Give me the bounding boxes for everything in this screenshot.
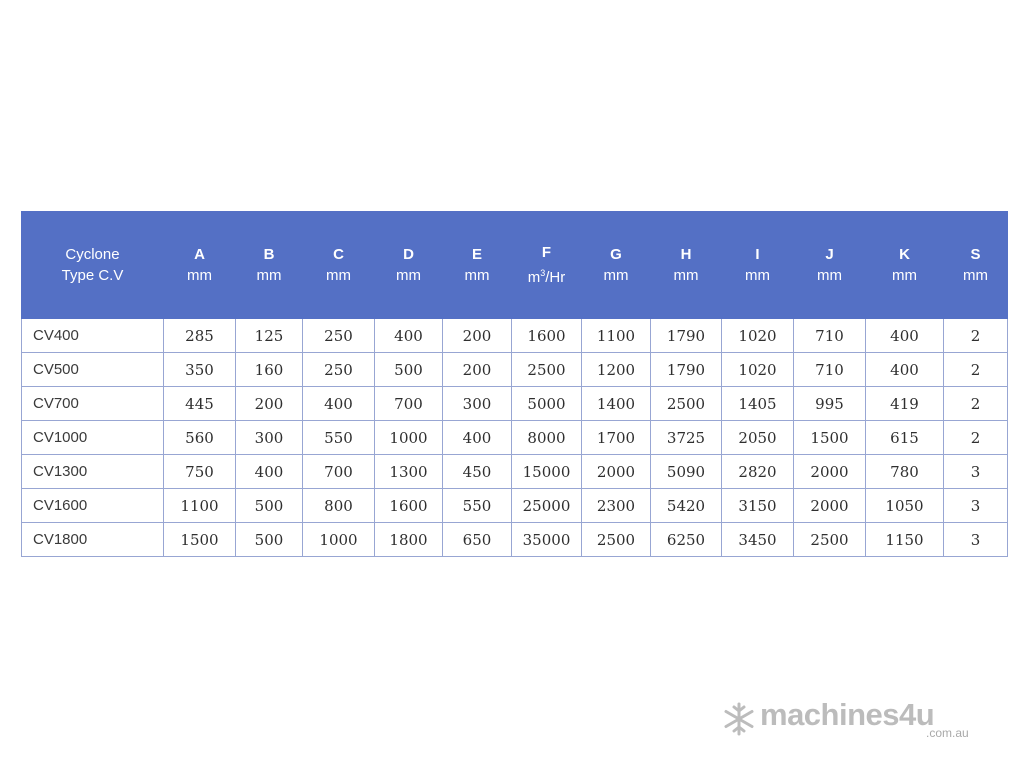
header-unit: mm <box>892 267 917 284</box>
value-cell: 700 <box>375 387 443 421</box>
value-cell: 300 <box>443 387 512 421</box>
value-cell: 2 <box>944 319 1008 353</box>
value-cell: 1790 <box>651 319 722 353</box>
value-cell: 2 <box>944 353 1008 387</box>
value-cell: 160 <box>236 353 303 387</box>
value-cell: 3 <box>944 489 1008 523</box>
value-cell: 300 <box>236 421 303 455</box>
header-unit: mm <box>187 267 212 284</box>
table-body <box>22 319 1008 557</box>
value-cell: 200 <box>443 353 512 387</box>
header-cyclone-type <box>22 212 164 319</box>
header-letter: F <box>541 244 552 261</box>
table-row <box>22 421 1008 455</box>
table-row <box>22 387 1008 421</box>
header-col-a <box>164 212 236 319</box>
value-cell: 125 <box>236 319 303 353</box>
value-cell: 200 <box>443 319 512 353</box>
value-cell: 700 <box>303 455 375 489</box>
value-cell: 5420 <box>651 489 722 523</box>
value-cell: 400 <box>375 319 443 353</box>
header-col-h <box>651 212 722 319</box>
header-letter: C <box>333 246 344 263</box>
header-col-i <box>722 212 794 319</box>
cyclone-spec-table <box>21 211 1008 557</box>
value-cell: 1020 <box>722 319 794 353</box>
value-cell: 419 <box>866 387 944 421</box>
value-cell: 1500 <box>794 421 866 455</box>
header-unit: mm <box>326 267 351 284</box>
header-unit: mm <box>745 267 770 284</box>
model-cell: CV400 <box>22 319 164 353</box>
header-unit: mm <box>396 267 421 284</box>
header-letter: A <box>194 246 205 263</box>
value-cell: 2000 <box>794 455 866 489</box>
value-cell: 1400 <box>582 387 651 421</box>
value-cell: 250 <box>303 319 375 353</box>
value-cell: 400 <box>866 353 944 387</box>
snowflake-icon <box>722 702 756 736</box>
value-cell: 2500 <box>651 387 722 421</box>
value-cell: 15000 <box>512 455 582 489</box>
value-cell: 500 <box>236 523 303 557</box>
value-cell: 3 <box>944 455 1008 489</box>
value-cell: 500 <box>375 353 443 387</box>
value-cell: 2500 <box>512 353 582 387</box>
value-cell: 400 <box>303 387 375 421</box>
header-letter: B <box>263 246 275 263</box>
value-cell: 285 <box>164 319 236 353</box>
header-unit: mm <box>256 267 282 284</box>
value-cell: 800 <box>303 489 375 523</box>
value-cell: 1020 <box>722 353 794 387</box>
header-unit <box>512 263 581 288</box>
value-cell: 1600 <box>375 489 443 523</box>
value-cell: 1700 <box>582 421 651 455</box>
value-cell: 2820 <box>722 455 794 489</box>
value-cell: 2050 <box>722 421 794 455</box>
header-unit: mm <box>963 267 988 284</box>
header-row <box>22 212 1008 319</box>
value-cell: 400 <box>443 421 512 455</box>
value-cell: 200 <box>236 387 303 421</box>
header-unit: mm <box>464 267 490 284</box>
value-cell: 2000 <box>794 489 866 523</box>
value-cell: 350 <box>164 353 236 387</box>
value-cell: 995 <box>794 387 866 421</box>
value-cell: 2 <box>944 387 1008 421</box>
watermark-domain: .com.au <box>926 726 969 740</box>
table-row <box>22 353 1008 387</box>
value-cell: 400 <box>236 455 303 489</box>
value-cell: 445 <box>164 387 236 421</box>
value-cell: 710 <box>794 353 866 387</box>
table-row <box>22 455 1008 489</box>
value-cell: 1790 <box>651 353 722 387</box>
header-letter: E <box>471 246 482 263</box>
value-cell: 2300 <box>582 489 651 523</box>
value-cell: 1100 <box>582 319 651 353</box>
value-cell: 5090 <box>651 455 722 489</box>
header-unit: mm <box>603 267 629 284</box>
value-cell: 1405 <box>722 387 794 421</box>
header-model-line-2: Type C.V <box>61 267 124 284</box>
header-col-g <box>582 212 651 319</box>
header-model-line-1: Cyclone <box>65 246 120 263</box>
value-cell: 1800 <box>375 523 443 557</box>
table-row <box>22 319 1008 353</box>
value-cell: 560 <box>164 421 236 455</box>
header-letter: G <box>610 246 622 263</box>
model-cell: CV1300 <box>22 455 164 489</box>
table-row <box>22 489 1008 523</box>
machines4u-watermark <box>722 698 992 746</box>
header-unit-base: m <box>527 269 541 286</box>
value-cell: 1200 <box>582 353 651 387</box>
value-cell: 2500 <box>582 523 651 557</box>
header-unit-superscript: 3 <box>540 268 546 278</box>
value-cell: 250 <box>303 353 375 387</box>
header-col-f <box>512 212 582 319</box>
header-unit: mm <box>817 267 842 284</box>
table-header <box>22 212 1008 319</box>
value-cell: 1050 <box>866 489 944 523</box>
table-row <box>22 523 1008 557</box>
value-cell: 5000 <box>512 387 582 421</box>
value-cell: 35000 <box>512 523 582 557</box>
value-cell: 3725 <box>651 421 722 455</box>
value-cell: 1000 <box>303 523 375 557</box>
header-col-s <box>944 212 1008 319</box>
value-cell: 1150 <box>866 523 944 557</box>
value-cell: 615 <box>866 421 944 455</box>
value-cell: 550 <box>443 489 512 523</box>
header-col-j <box>794 212 866 319</box>
header-col-k <box>866 212 944 319</box>
header-letter: K <box>899 246 910 263</box>
model-cell: CV1800 <box>22 523 164 557</box>
value-cell: 2500 <box>794 523 866 557</box>
header-letter: D <box>403 246 414 263</box>
value-cell: 1300 <box>375 455 443 489</box>
value-cell: 550 <box>303 421 375 455</box>
header-unit-rest: /Hr <box>545 269 566 286</box>
model-cell: CV1000 <box>22 421 164 455</box>
value-cell: 650 <box>443 523 512 557</box>
watermark-brand: machines4u <box>760 697 935 732</box>
value-cell: 2 <box>944 421 1008 455</box>
value-cell: 500 <box>236 489 303 523</box>
value-cell: 25000 <box>512 489 582 523</box>
header-unit: mm <box>673 267 699 284</box>
value-cell: 1000 <box>375 421 443 455</box>
model-cell: CV700 <box>22 387 164 421</box>
header-col-c <box>303 212 375 319</box>
header-letter: I <box>755 246 760 263</box>
header-letter: J <box>825 246 834 263</box>
header-col-d <box>375 212 443 319</box>
value-cell: 3 <box>944 523 1008 557</box>
value-cell: 750 <box>164 455 236 489</box>
value-cell: 2000 <box>582 455 651 489</box>
value-cell: 8000 <box>512 421 582 455</box>
header-col-b <box>236 212 303 319</box>
value-cell: 780 <box>866 455 944 489</box>
value-cell: 400 <box>866 319 944 353</box>
value-cell: 6250 <box>651 523 722 557</box>
model-cell: CV1600 <box>22 489 164 523</box>
header-letter: S <box>970 246 981 263</box>
value-cell: 3150 <box>722 489 794 523</box>
value-cell: 710 <box>794 319 866 353</box>
header-letter: H <box>680 246 692 263</box>
header-col-e <box>443 212 512 319</box>
value-cell: 3450 <box>722 523 794 557</box>
value-cell: 450 <box>443 455 512 489</box>
value-cell: 1600 <box>512 319 582 353</box>
model-cell: CV500 <box>22 353 164 387</box>
value-cell: 1500 <box>164 523 236 557</box>
value-cell: 1100 <box>164 489 236 523</box>
